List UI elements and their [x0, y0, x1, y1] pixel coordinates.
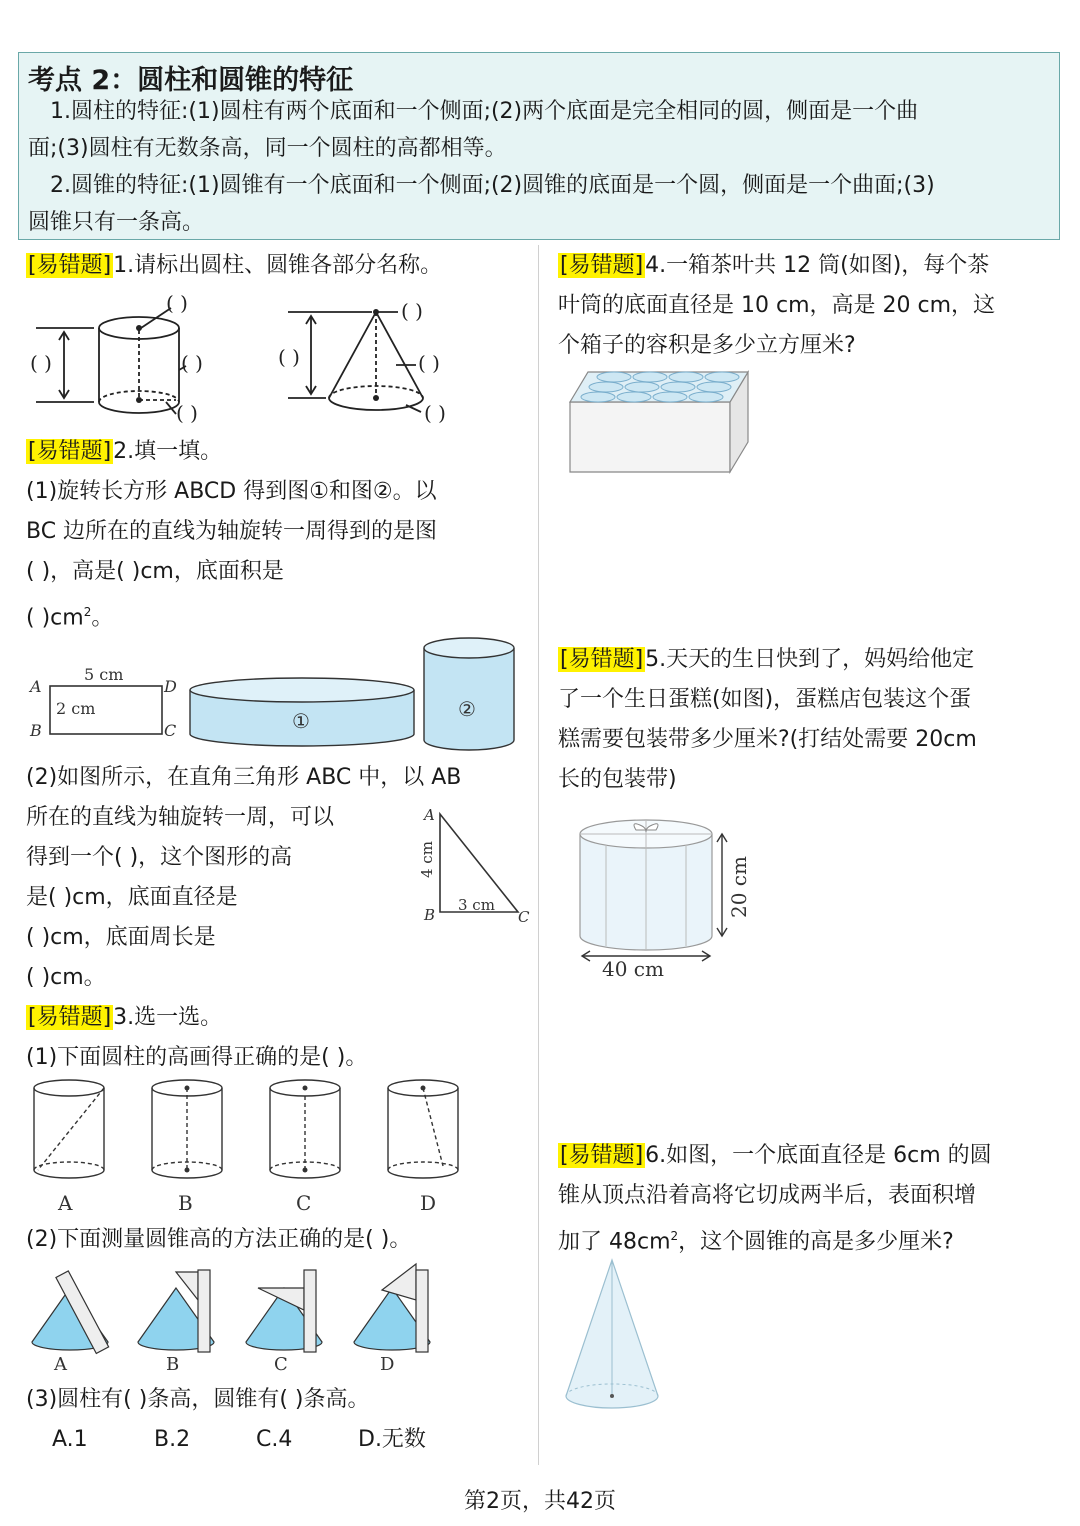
q2-p2-line4: 是( )cm，底面直径是 [26, 885, 238, 910]
cone-label-side: ( ) [418, 351, 440, 375]
q3-cone-label-a: A [54, 1354, 67, 1375]
q6-cone-figure [562, 1256, 672, 1422]
svg-text:4 cm: 4 cm [418, 841, 436, 878]
q1-heading: [易错题]1.请标出圆柱、圆锥各部分名称。 [28, 253, 443, 278]
svg-text:②: ② [458, 697, 476, 721]
q2-p2-line5: ( )cm，底面周长是 [26, 925, 216, 950]
q4-tag: [易错题] [560, 253, 644, 278]
q2-p2-line1: (2)如图所示，在直角三角形 ABC 中，以 AB [26, 765, 462, 790]
svg-text:①: ① [292, 709, 310, 733]
q2-p1-line3: ( )，高是( )cm，底面积是 [26, 559, 284, 584]
q2-p1-line2: BC 边所在的直线为轴旋转一周得到的是图 [26, 519, 438, 544]
q4-line3: 个箱子的容积是多少立方厘米? [558, 333, 856, 358]
q1-tag: [易错题] [28, 253, 112, 278]
q3-cone-label-d: D [380, 1354, 395, 1375]
q3-cyl-label-b: B [178, 1191, 193, 1215]
q3-cyl-label-c: C [296, 1191, 312, 1215]
q4-line1: [易错题]4.一箱茶叶共 12 筒(如图)，每个茶 [560, 253, 990, 278]
q2-p1-line4: ( )$cm^2$。 [26, 605, 114, 631]
q2-p2-line6: ( )cm。 [26, 965, 106, 990]
q3-p2: (2)下面测量圆锥高的方法正确的是( )。 [26, 1227, 412, 1252]
q3-cone-label-c: C [274, 1354, 288, 1375]
q3-cone-label-b: B [166, 1354, 180, 1375]
svg-text:B: B [424, 906, 436, 924]
svg-text:3 cm: 3 cm [458, 896, 495, 914]
q3-tag: [易错题] [28, 1005, 112, 1030]
q6-line2: 锥从顶点沿着高将它切成两半后，表面积增 [558, 1183, 977, 1208]
q3-opt-b: B.2 [154, 1427, 191, 1452]
q4-line2: 叶筒的底面直径是 10 cm，高是 20 cm，这 [558, 293, 996, 318]
cyl-label-top: ( ) [166, 291, 188, 315]
page-footer: 第2页，共42页 [464, 1489, 616, 1514]
q1-figure [26, 290, 506, 428]
q3-cylinders-figure [26, 1076, 496, 1218]
q3-cyl-label-d: D [420, 1191, 437, 1215]
kaodian-line-3: 2.圆锥的特征:(1)圆锥有一个底面和一个侧面;(2)圆锥的底面是一个圆，侧面是一个曲面;(3) [50, 173, 935, 198]
kaodian-title: 考点 2：圆柱和圆锥的特征 [28, 65, 354, 96]
q5-line3: 糕需要包装带多少厘米?(打结处需要 20cm [558, 727, 977, 752]
cyl-label-bottom: ( ) [176, 401, 198, 425]
svg-text:C: C [518, 908, 530, 926]
kaodian-line-1: 1.圆柱的特征:(1)圆柱有两个底面和一个侧面;(2)两个底面是完全相同的圆，侧面是一个曲 [50, 99, 919, 124]
kaodian-line-4: 圆锥只有一条高。 [28, 210, 205, 235]
q3-cyl-label-a: A [58, 1191, 73, 1215]
q2-p2-line3: 得到一个( )，这个图形的高 [26, 845, 293, 870]
q3-heading: [易错题]3.选一选。 [28, 1005, 223, 1030]
cone-label-height: ( ) [278, 345, 300, 369]
q3-p3: (3)圆柱有( )条高，圆锥有( )条高。 [26, 1387, 370, 1412]
q6-line3: 加了 $48cm^2$，这个圆锥的高是多少厘米? [558, 1229, 954, 1255]
q2-p1-line1: (1)旋转长方形 ABCD 得到图①和图②。以 [26, 479, 437, 504]
q4-box-figure [566, 366, 756, 478]
q5-cake-figure [570, 804, 770, 984]
svg-text:C: C [164, 721, 177, 740]
cone-label-top: ( ) [401, 299, 423, 323]
q6-line1: [易错题]6.如图，一个底面直径是 6cm 的圆 [560, 1143, 992, 1168]
svg-text:5 cm: 5 cm [84, 665, 124, 684]
svg-text:D: D [164, 677, 177, 696]
q2-triangle-figure [414, 800, 538, 928]
cyl-label-height: ( ) [30, 351, 52, 375]
q3-opt-a: A.1 [52, 1427, 88, 1452]
svg-text:A: A [424, 806, 435, 824]
q5-line2: 了一个生日蛋糕(如图)，蛋糕店包装这个蛋 [558, 687, 972, 712]
svg-text:40 cm: 40 cm [602, 957, 664, 981]
q6-tag: [易错题] [560, 1143, 644, 1168]
q2-tag: [易错题] [28, 439, 112, 464]
svg-text:B: B [30, 721, 42, 740]
q3-opt-c: C.4 [256, 1427, 293, 1452]
q5-tag: [易错题] [560, 647, 644, 672]
q2-p2-line2: 所在的直线为轴旋转一周，可以 [26, 805, 335, 830]
q2-heading: [易错题]2.填一填。 [28, 439, 223, 464]
q5-line1: [易错题]5.天天的生日快到了，妈妈给他定 [560, 647, 975, 672]
kaodian-line-2: 面;(3)圆柱有无数条高，同一个圆柱的高都相等。 [28, 136, 507, 161]
svg-text:2 cm: 2 cm [56, 699, 96, 718]
q3-cones-figure [26, 1260, 496, 1378]
q3-p1: (1)下面圆柱的高画得正确的是( )。 [26, 1045, 368, 1070]
cone-label-bottom: ( ) [424, 401, 446, 425]
svg-text:20 cm: 20 cm [727, 856, 751, 918]
q3-opt-d: D.无数 [358, 1427, 426, 1452]
cyl-label-side: ( ) [181, 351, 203, 375]
q5-line4: 长的包装带) [558, 767, 677, 792]
column-divider [538, 245, 539, 1465]
q2-rect-figure [26, 636, 526, 756]
svg-text:A: A [30, 677, 42, 696]
